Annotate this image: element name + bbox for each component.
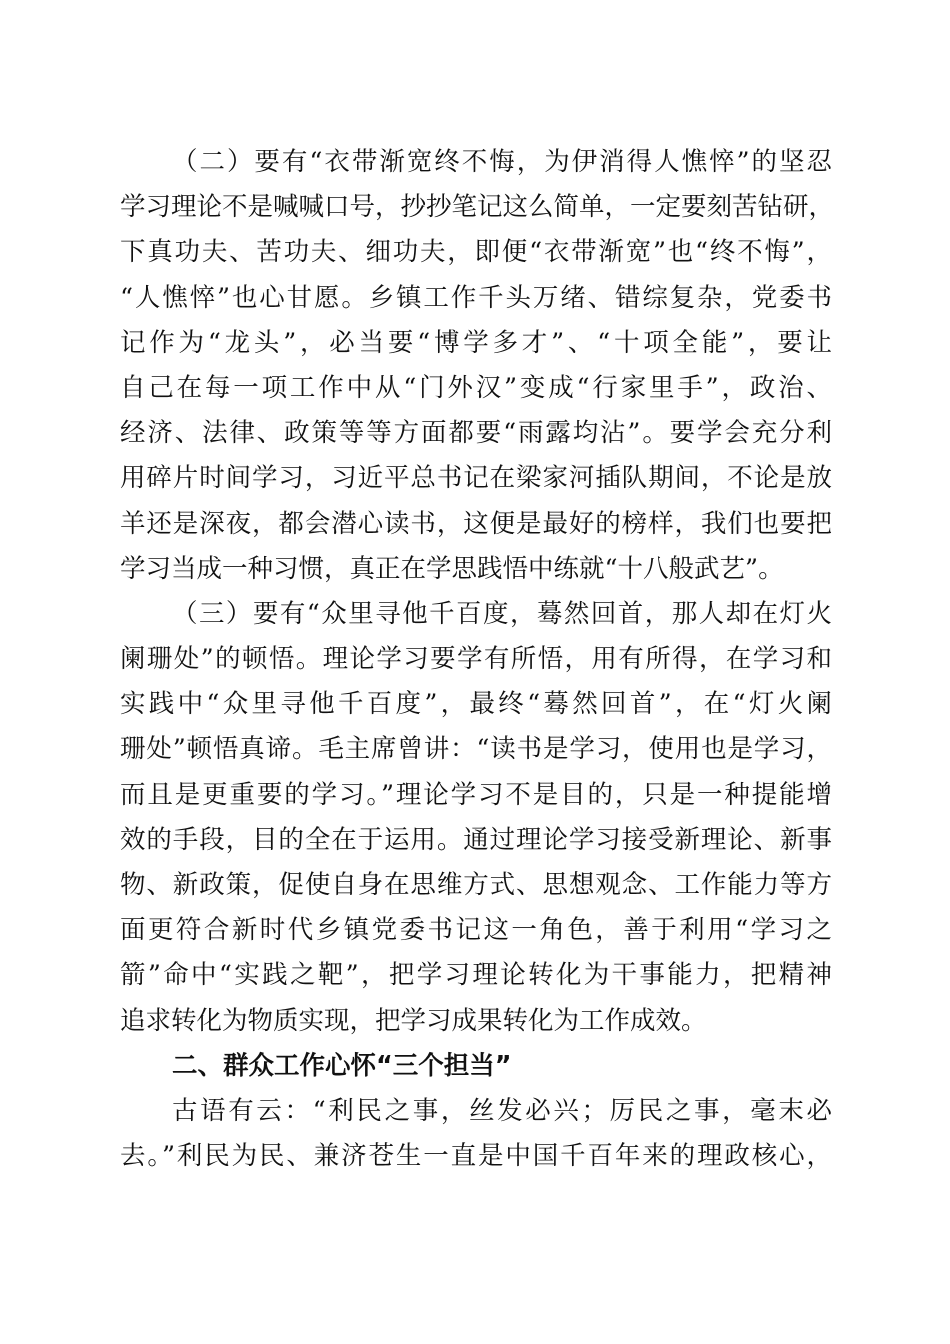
paragraph-3-line-3: 实践中“众里寻他千百度”，最终“蓦然回首”，在“灯火阑 — [120, 689, 832, 720]
paragraph-2-line-9: 羊还是深夜，都会潜心读书，这便是最好的榜样，我们也要把 — [120, 508, 832, 539]
paragraph-3-line-2: 阑珊处”的顿悟。理论学习要学有所悟，用有所得，在学习和 — [120, 644, 832, 675]
paragraph-3-line-10: 追求转化为物质实现，把学习成果转化为工作成效。 — [120, 1005, 707, 1036]
paragraph-3-line-9: 箭”命中“实践之靶”，把学习理论转化为干事能力，把精神 — [120, 960, 832, 991]
paragraph-2-line-8: 用碎片时间学习，习近平总书记在梁家河插队期间，不论是放 — [120, 463, 832, 494]
paragraph-2-line-3: 下真功夫、苦功夫、细功夫，即便“衣带渐宽”也“终不悔”， — [120, 237, 832, 268]
section-heading: 二、群众工作心怀“三个担当” — [172, 1050, 512, 1081]
paragraph-3-line-4: 珊处”顿悟真谛。毛主席曾讲：“读书是学习，使用也是学习， — [120, 734, 832, 765]
paragraph-3-line-8: 面更符合新时代乡镇党委书记这一角色，善于利用“学习之 — [120, 915, 832, 946]
paragraph-3-line-6: 效的手段，目的全在于运用。通过理论学习接受新理论、新事 — [120, 824, 832, 855]
paragraph-3-line-5: 而且是更重要的学习。”理论学习不是目的，只是一种提能增 — [120, 779, 832, 810]
body-paragraph-line-2: 去。”利民为民、兼济苍生一直是中国千百年来的理政核心， — [120, 1141, 832, 1172]
paragraph-2-line-7: 经济、法律、政策等等方面都要“雨露均沾”。要学会充分利 — [120, 418, 832, 449]
paragraph-2-line-6: 自己在每一项工作中从“门外汉”变成“行家里手”，政治、 — [120, 372, 832, 403]
paragraph-3-line-7: 物、新政策，促使自身在思维方式、思想观念、工作能力等方 — [120, 870, 832, 900]
paragraph-2-line-5: 记作为“龙头”，必当要“博学多才”、“十项全能”，要让 — [120, 327, 832, 358]
paragraph-2-line-10: 学习当成一种习惯，真正在学思践悟中练就“十八般武艺”。 — [120, 553, 784, 584]
document-body — [120, 140, 835, 1179]
paragraph-3-line-1: （三）要有“众里寻他千百度，蓦然回首，那人却在灯火 — [172, 598, 832, 629]
paragraph-2-line-2: 学习理论不是喊喊口号，抄抄笔记这么简单，一定要刻苦钻研， — [120, 192, 835, 223]
paragraph-2-line-4: “人憔悴”也心甘愿。乡镇工作千头万绪、错综复杂，党委书 — [120, 282, 832, 313]
paragraph-2-line-1: （二）要有“衣带渐宽终不悔，为伊消得人憔悴”的坚忍 — [172, 147, 832, 177]
body-paragraph-line-1: 古语有云：“利民之事，丝发必兴；厉民之事，毫末必 — [172, 1095, 832, 1126]
